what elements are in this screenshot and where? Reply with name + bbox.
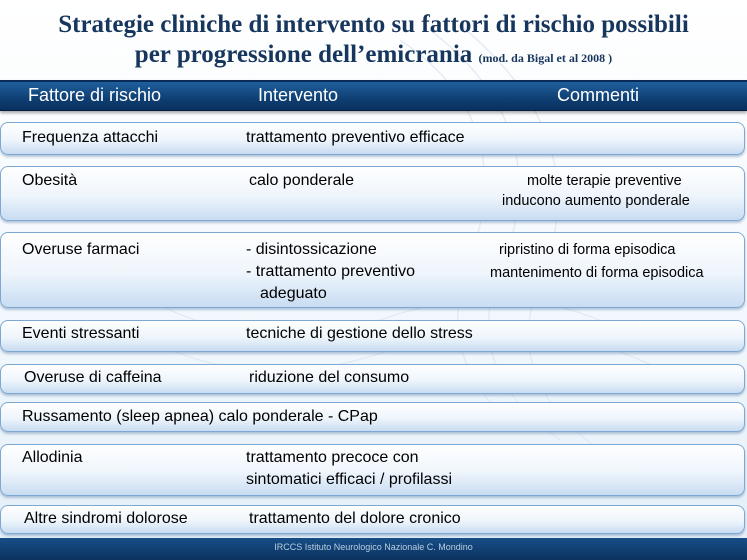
- table-row-obesita: [0, 166, 745, 221]
- table-row-allodinia: [0, 444, 745, 496]
- footer-bar: [0, 538, 747, 560]
- header-comments: Commenti: [557, 85, 640, 105]
- footer-institution: IRCCS Istituto Neurologico Nazionale C. Mondino: [274, 542, 473, 552]
- row-comment-line-1: ripristino di forma episodica: [499, 242, 676, 258]
- row-comment-line-2: inducono aumento ponderale: [502, 193, 690, 209]
- row-intervention-line-3: adeguato: [260, 285, 327, 302]
- header-intervention: Intervento: [258, 85, 339, 105]
- row-factor: Altre sindromi dolorose: [24, 510, 188, 527]
- title-line-2-text: per progressione dell’emicrania: [134, 41, 473, 68]
- table-header: [0, 80, 747, 111]
- row-text: Russamento (sleep apnea) calo ponderale - CPap: [22, 408, 378, 425]
- row-factor: Overuse di caffeina: [24, 369, 162, 386]
- title-source: (mod. da Bigal et al 2008 ): [478, 51, 613, 65]
- row-factor: Obesità: [22, 172, 78, 189]
- title-line-2: [0, 40, 747, 73]
- row-comment-line-2: mantenimento di forma episodica: [490, 265, 704, 281]
- row-factor: Eventi stressanti: [22, 325, 140, 342]
- header-factor: Fattore di rischio: [28, 85, 162, 105]
- row-intervention: riduzione del consumo: [249, 369, 410, 386]
- table-row-caffeina: [0, 364, 745, 394]
- title-line-1: Strategie cliniche di intervento su fattori di rischio possibili: [58, 11, 689, 38]
- table-row-altre-sindromi: [0, 505, 745, 534]
- row-intervention: tecniche di gestione dello stress: [246, 325, 473, 342]
- table-row-frequenza: [0, 122, 745, 155]
- row-factor: Allodinia: [22, 449, 83, 466]
- row-factor: Frequenza attacchi: [22, 129, 159, 146]
- row-intervention: trattamento del dolore cronico: [249, 510, 461, 527]
- table-row-russamento: [0, 402, 745, 432]
- row-comment-line-1: molte terapie preventive: [527, 173, 682, 189]
- table-row-eventi-stressanti: [0, 320, 745, 352]
- table-row-overuse-farmaci: [0, 232, 745, 308]
- row-intervention: trattamento preventivo efficace: [246, 129, 465, 146]
- row-intervention-line-1: - disintossicazione: [246, 241, 377, 258]
- row-intervention-line-1: trattamento precoce con: [246, 449, 419, 466]
- slide-title: [0, 10, 747, 73]
- row-factor: Overuse farmaci: [22, 241, 140, 258]
- row-intervention-line-2: sintomatici efficaci / profilassi: [246, 471, 452, 488]
- row-intervention-line-2: - trattamento preventivo: [246, 263, 415, 280]
- row-intervention: calo ponderale: [249, 172, 354, 189]
